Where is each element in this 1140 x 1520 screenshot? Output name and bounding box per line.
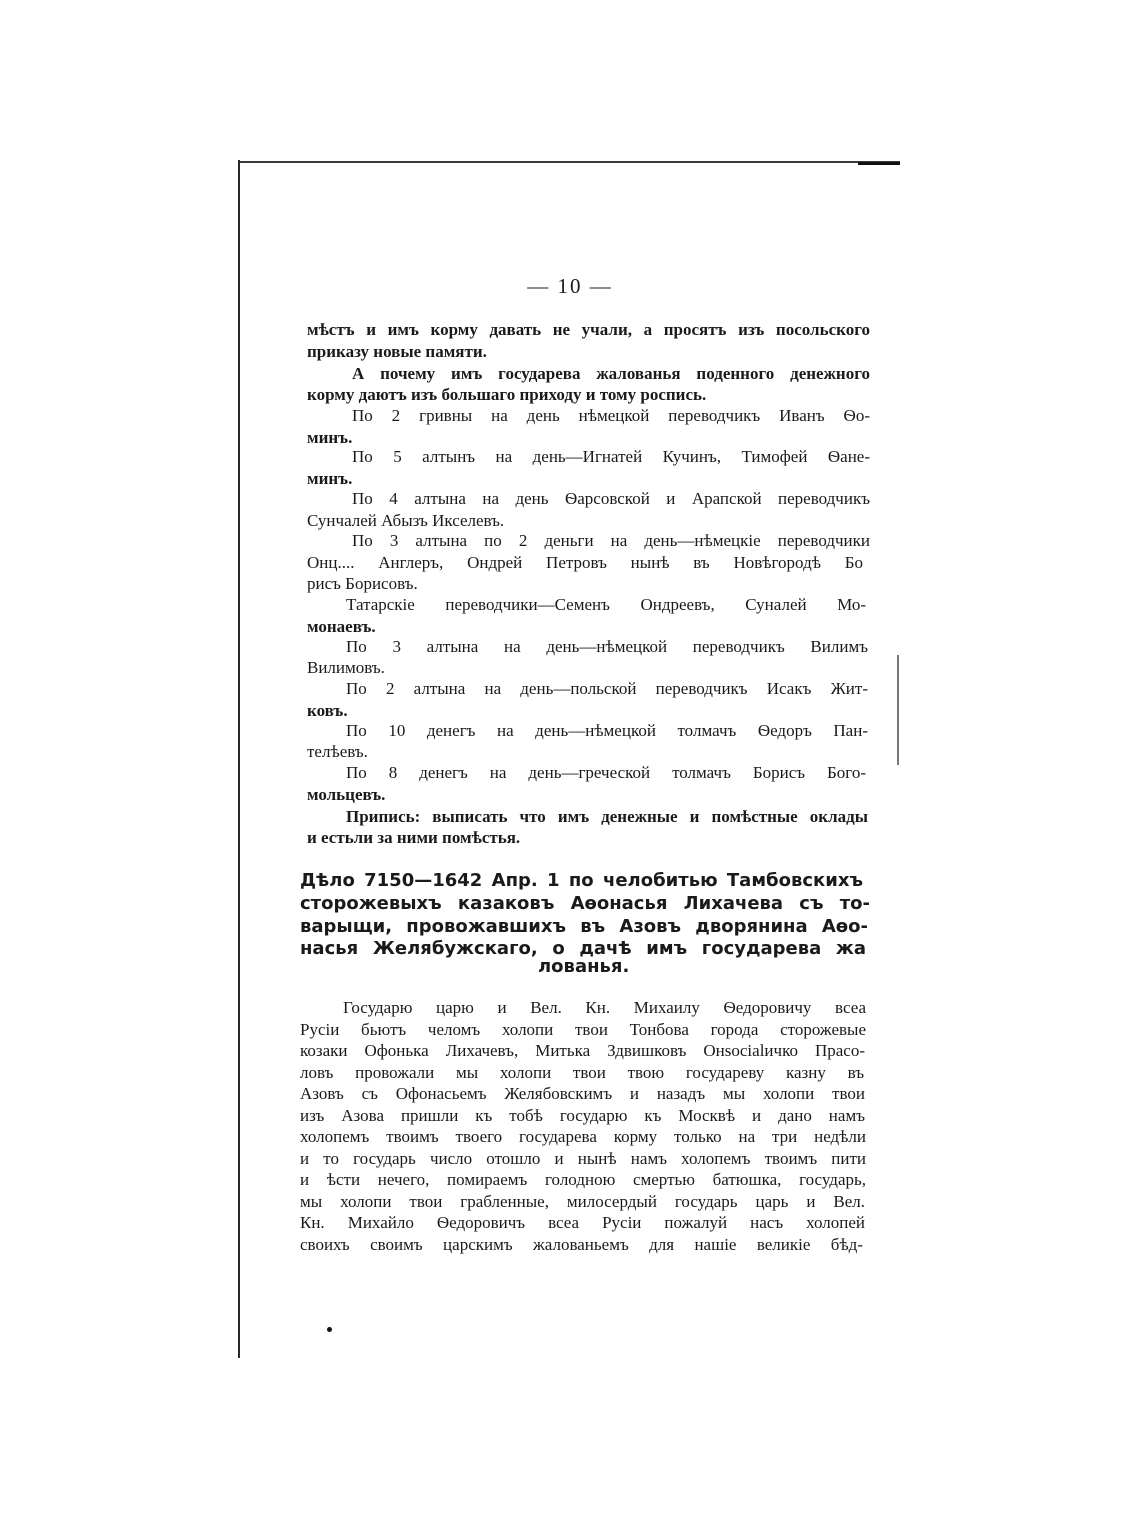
text-line: Онц.... Англеръ, Ондрей Петровъ нынѣ въ Новѣгородѣ Бо (307, 553, 863, 572)
text-line: Припись: выписать что имъ денежные и помѣстные оклады (346, 807, 868, 826)
text-line: По 4 алтына на день Ѳарсовской и Арапской переводчикъ (352, 489, 870, 508)
petition-line: своихъ своимъ царскимъ жалованьемъ для нашіе великіе бѣд- (300, 1235, 863, 1254)
petition-line: Азовъ съ Офонасьемъ Желябовскимъ и назадъ мы холопи твои (300, 1084, 865, 1103)
text-line: По 8 денегъ на день—греческой толмачъ Борисъ Бого- (346, 763, 866, 782)
text-line: минъ. (307, 469, 353, 488)
text-line: корму даютъ изъ большаго приходу и тому роспись. (307, 385, 707, 404)
text-line: Татарскіе переводчики—Семенъ Ондреевъ, Суналей Мо- (346, 595, 866, 614)
text-line: приказу новые памяти. (307, 342, 487, 361)
text-line: минъ. (307, 428, 353, 447)
case-heading-line: лованья. (538, 956, 630, 977)
text-line: По 5 алтынъ на день—Игнатей Кучинъ, Тимофей Ѳане- (352, 447, 870, 466)
case-heading-line: варыщи, провожавшихъ въ Азовъ дворянина Аѳо- (300, 916, 868, 937)
text-line: ковъ. (307, 701, 348, 720)
text-line: А почему имъ государева жалованья поденного денежного (352, 364, 870, 383)
petition-line: изъ Азова пришли къ тобѣ государю къ Москвѣ и дано намъ (300, 1106, 865, 1125)
text-line: По 10 денегъ на день—нѣмецкой толмачъ Ѳедоръ Пан- (346, 721, 868, 740)
text-line: По 3 алтына на день—нѣмецкой переводчикъ Вилимъ (346, 637, 868, 656)
case-heading-line: насья Желябужскаго, о дачѣ имъ государева жа (300, 938, 866, 959)
petition-line: Русіи бьютъ челомъ холопи твои Тонбова города сторожевые (300, 1020, 866, 1039)
petition-line: и то государь число отошло и нынѣ намъ холопемъ твоимъ пити (300, 1149, 866, 1168)
text-line: Вилимовъ. (307, 658, 385, 677)
case-heading-line: Дѣло 7150—1642 Апр. 1 по челобитью Тамбовскихъ (300, 870, 863, 891)
text-line: мѣстъ и имъ корму давать не учали, а просятъ изъ посольского (307, 320, 870, 339)
page-number: — 10 — (527, 274, 613, 298)
petition-line: Кн. Михайло Ѳедоровичъ всеа Русіи пожалуй насъ холопей (300, 1213, 865, 1232)
text-line: рисъ Борисовъ. (307, 574, 418, 593)
text-line: По 3 алтына по 2 деньги на день—нѣмецкіе переводчики (352, 531, 870, 550)
petition-line: мы холопи твои грабленные, милосердый государь царь и Вел. (300, 1192, 865, 1211)
text-line: По 2 гривны на день нѣмецкой переводчикъ Иванъ Ѳо- (352, 406, 870, 425)
petition-line: ловъ провожали мы холопи твои твою государеву казну въ (300, 1063, 864, 1082)
petition-line: холопемъ твоимъ твоего государева корму только на три недѣли (300, 1127, 866, 1146)
text-line: телѣевъ. (307, 742, 368, 761)
text-line: и естьли за ними помѣстья. (307, 828, 521, 847)
case-heading-line: сторожевыхъ казаковъ Аѳонасья Лихачева съ то- (300, 893, 870, 914)
petition-line: козаки Офонька Лихачевъ, Митька Здвишковъ Онsocialичко Прасо- (300, 1041, 865, 1060)
petition-line: и ѣсти нечего, помираемъ голодною смертью батюшка, государь, (300, 1170, 866, 1189)
text-line: мольцевъ. (307, 785, 386, 804)
text-line: Сунчалей Абызъ Икселевъ. (307, 511, 505, 530)
text-line: монаевъ. (307, 617, 376, 636)
petition-line: Государю царю и Вел. Кн. Михаилу Ѳедоровичу всеа (343, 998, 866, 1017)
text-line: По 2 алтына на день—польской переводчикъ Исакъ Жит- (346, 679, 868, 698)
